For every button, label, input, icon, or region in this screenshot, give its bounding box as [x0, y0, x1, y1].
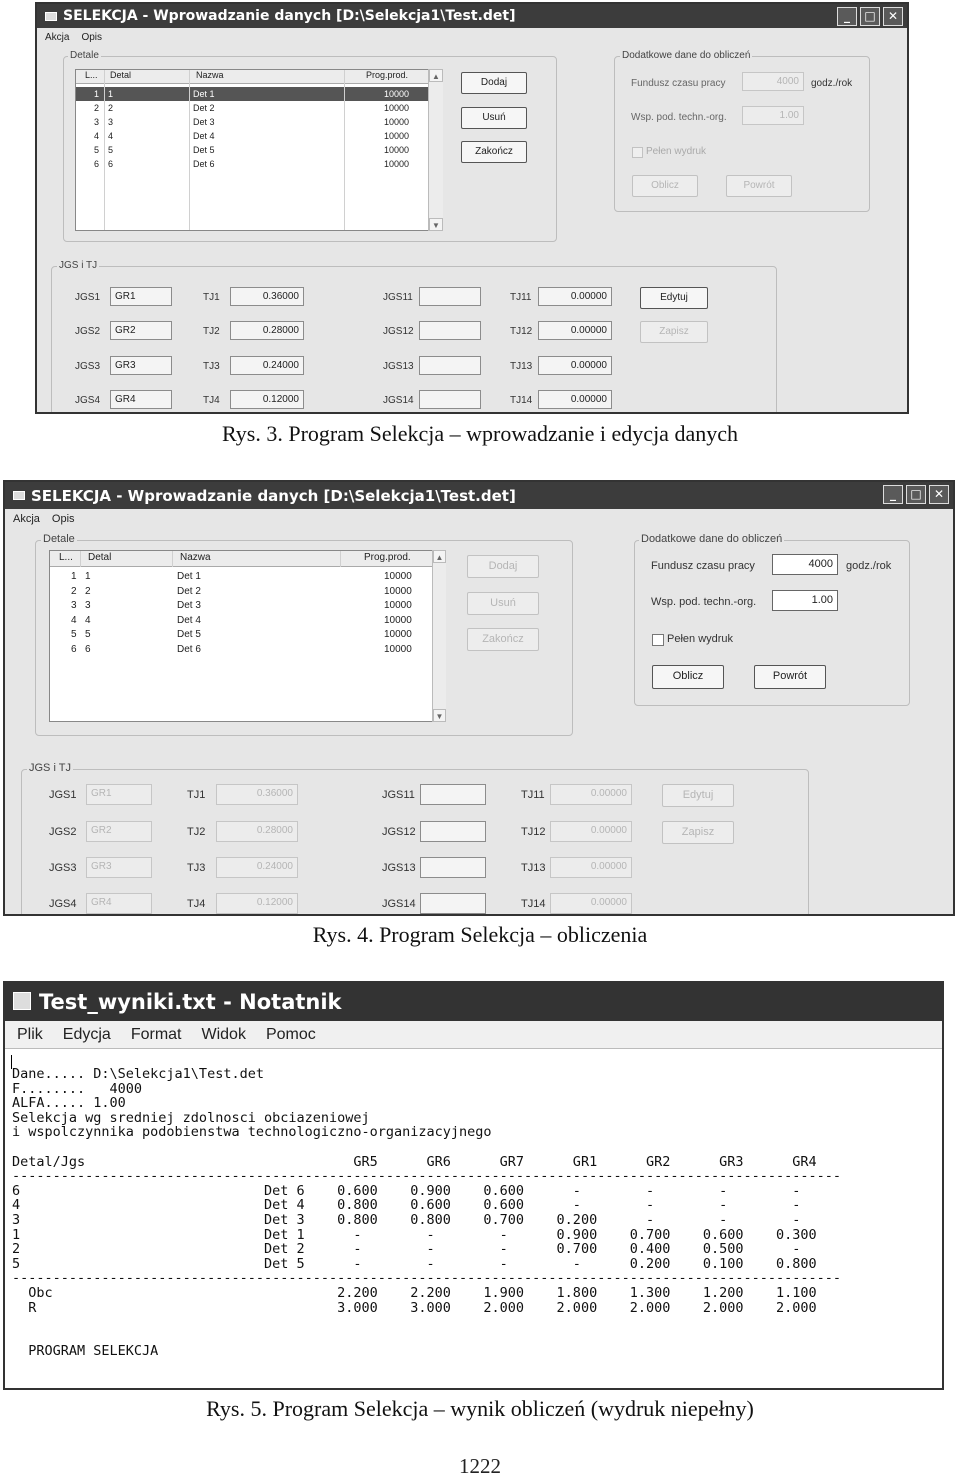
caption-fig5: Rys. 5. Program Selekcja – wynik obliczeń (wydruk niepełny) — [206, 1396, 754, 1421]
tj3-label: TJ3 — [203, 361, 220, 372]
window-title: SELEKCJA - Wprowadzanie danych [D:\Selekcja1\Test.det] — [63, 8, 516, 24]
tj12-field[interactable]: 0.00000 — [550, 821, 632, 842]
tj13-field[interactable]: 0.00000 — [550, 857, 632, 878]
minimize-button[interactable]: _ — [883, 485, 903, 504]
wsp-label: Wsp. pod. techn.-org. — [651, 596, 757, 608]
jgs2-field[interactable]: GR2 — [110, 321, 172, 340]
app-icon — [13, 491, 25, 500]
jgs4-field[interactable]: GR4 — [86, 893, 152, 914]
title-bar — [5, 482, 953, 509]
detale-list-header — [50, 551, 445, 567]
minimize-button[interactable]: _ — [837, 7, 857, 26]
detale-group-label: Detale — [70, 50, 99, 61]
tj13-label: TJ13 — [510, 361, 533, 372]
menu-edycja[interactable]: Edycja — [62, 1026, 111, 1043]
usun-button[interactable]: Usuń — [467, 592, 539, 615]
jgs11-field[interactable] — [420, 784, 486, 805]
zakoncz-button[interactable]: Zakończ — [461, 141, 527, 163]
jgs3-field[interactable]: GR3 — [86, 857, 152, 878]
tj3-label: TJ3 — [187, 862, 206, 874]
jgs-group-label: JGS i TJ — [59, 260, 98, 271]
dodaj-button[interactable]: Dodaj — [461, 72, 527, 94]
tj11-label: TJ11 — [510, 292, 532, 303]
jgs3-label: JGS3 — [49, 862, 77, 874]
dodaj-button[interactable]: Dodaj — [467, 555, 539, 578]
maximize-button[interactable]: □ — [860, 7, 880, 26]
wsp-label: Wsp. pod. techn.-org. — [631, 112, 727, 123]
list-item[interactable]: 2 2 Det 2 10000 — [94, 103, 410, 113]
jgs1-label: JGS1 — [49, 789, 77, 801]
zakoncz-button[interactable]: Zakończ — [467, 628, 539, 651]
tj4-label: TJ4 — [203, 395, 220, 406]
jgs14-field[interactable] — [419, 390, 481, 409]
jgs12-label: JGS12 — [382, 826, 416, 838]
tj11-field[interactable]: 0.00000 — [538, 287, 612, 306]
jgs1-field[interactable]: GR1 — [110, 287, 172, 306]
list-item[interactable]: 4 4 Det 4 10000 — [94, 131, 410, 141]
powrot-button[interactable]: Powrót — [754, 665, 826, 689]
list-item[interactable]: 1 1 Det 1 10000 — [71, 571, 412, 582]
menu-akcja[interactable]: Akcja — [13, 512, 40, 525]
dodatkowe-group-label: Dodatkowe dane do obliczeń — [622, 50, 751, 61]
detale-list[interactable] — [49, 550, 446, 722]
fundusz-label: Fundusz czasu pracy — [631, 78, 726, 89]
tj1-field[interactable]: 0.36000 — [230, 287, 304, 306]
menu-widok[interactable]: Widok — [201, 1026, 246, 1043]
editor-content: Dane..... D:\Selekcja1\Test.det F........ 4000 ALFA..... 1.00 Selekcja wg sredniej zdolnosci obciazeniowej i wspolczynnika podobienstwa technologiczno-organizacyjnego Detal/Jgs GR5 GR6 GR7 GR1 GR2 GR3 GR4 ------------------------------------------------------------------------------------------------------ 6 Det 6 0.600 0.900 0.600 - - - - 4 Det 4 0.800 0.600 0.600 - - - - 3 Det 3 0.800 0.800 0.700 0.200 - - - 1 Det 1 - - - 0.900 0.700 0.600 0.300 2 Det 2 - - - 0.700 0.400 0.500 - 5 Det 5 - - - - 0.200 0.100 0.800 ------------------------------------------------------------------------------------------------------ Obc 2.200 2.200 1.900 1.800 1.300 1.200 1.100 R 3.000 3.000 2.000 2.000 2.000 2.000 2.000 PROGRAM SELEKCJA — [12, 1066, 842, 1360]
jgs2-field[interactable]: GR2 — [86, 821, 152, 842]
jgs4-label: JGS4 — [75, 395, 101, 406]
oblicz-button[interactable]: Oblicz — [652, 665, 724, 689]
tj4-field[interactable]: 0.12000 — [216, 893, 298, 914]
close-button[interactable]: ✕ — [883, 7, 903, 26]
col-l[interactable]: L... — [85, 70, 98, 80]
selekcja-window-fig3 — [35, 2, 909, 414]
tj14-label: TJ14 — [510, 395, 533, 406]
wsp-field[interactable]: 1.00 — [772, 590, 838, 611]
tj2-label: TJ2 — [187, 826, 206, 838]
list-item[interactable]: 3 3 Det 3 10000 — [94, 117, 410, 127]
edytuj-button[interactable]: Edytuj — [640, 287, 708, 309]
jgs4-field[interactable]: GR4 — [110, 390, 172, 409]
fundusz-field[interactable]: 4000 — [772, 554, 838, 575]
pelen-wydruk-label: Pełen wydruk — [646, 146, 707, 157]
list-item[interactable]: 4 4 Det 4 10000 — [71, 615, 412, 626]
pelen-wydruk-label: Pełen wydruk — [667, 633, 734, 645]
tj3-field[interactable]: 0.24000 — [216, 857, 298, 878]
col-prog[interactable]: Prog.prod. — [366, 70, 409, 80]
jgs14-field[interactable] — [420, 893, 486, 914]
tj12-field[interactable]: 0.00000 — [538, 321, 612, 340]
detale-scrollbar[interactable] — [432, 550, 446, 722]
col-l[interactable]: L... — [59, 552, 73, 563]
jgs4-label: JGS4 — [49, 898, 77, 910]
jgs-group-label: JGS i TJ — [29, 762, 71, 774]
oblicz-button[interactable]: Oblicz — [632, 175, 698, 197]
tj14-field[interactable]: 0.00000 — [550, 893, 632, 914]
list-item[interactable]: 6 6 Det 6 10000 — [94, 159, 410, 169]
zapisz-button[interactable]: Zapisz — [662, 821, 734, 844]
pelen-wydruk-checkbox[interactable] — [632, 147, 643, 158]
window-title: SELEKCJA - Wprowadzanie danych [D:\Selekcja1\Test.det] — [31, 486, 516, 505]
jgs13-label: JGS13 — [382, 862, 416, 874]
col-prog[interactable]: Prog.prod. — [364, 552, 411, 563]
menu-opis[interactable]: Opis — [81, 31, 103, 43]
menu-plik[interactable]: Plik — [17, 1026, 43, 1043]
list-item[interactable]: 1 1 Det 1 10000 — [76, 87, 442, 101]
scroll-up-icon[interactable]: ▲ — [433, 550, 446, 563]
notepad-icon — [13, 992, 31, 1010]
tj1-field[interactable]: 0.36000 — [216, 784, 298, 805]
jgs2-label: JGS2 — [49, 826, 77, 838]
tj11-field[interactable]: 0.00000 — [550, 784, 632, 805]
tj12-label: TJ12 — [521, 826, 546, 838]
detale-group-label: Detale — [43, 533, 75, 545]
tj14-field[interactable]: 0.00000 — [538, 390, 612, 409]
tj1-label: TJ1 — [203, 292, 220, 303]
caption-fig4: Rys. 4. Program Selekcja – obliczenia — [312, 922, 648, 947]
scroll-down-icon[interactable]: ▼ — [433, 709, 446, 722]
tj14-label: TJ14 — [521, 898, 546, 910]
list-item[interactable]: 6 6 Det 6 10000 — [71, 644, 412, 655]
scroll-down-icon[interactable]: ▼ — [429, 218, 443, 231]
col-nazwa[interactable]: Nazwa — [180, 552, 211, 563]
window-title: Test_wyniki.txt - Notatnik — [39, 990, 342, 1014]
list-item[interactable]: 2 2 Det 2 10000 — [71, 586, 412, 597]
menu-opis[interactable]: Opis — [51, 512, 75, 525]
scroll-up-icon[interactable]: ▲ — [429, 69, 443, 82]
menu-bar — [37, 29, 907, 45]
zapisz-button[interactable]: Zapisz — [640, 321, 708, 343]
maximize-button[interactable]: □ — [906, 485, 926, 504]
edytuj-button[interactable]: Edytuj — [662, 784, 734, 807]
fundusz-unit: godz./rok — [846, 560, 892, 572]
tj4-label: TJ4 — [187, 898, 206, 910]
jgs14-label: JGS14 — [382, 898, 416, 910]
jgs3-field[interactable]: GR3 — [110, 356, 172, 375]
menu-pomoc[interactable]: Pomoc — [265, 1026, 316, 1043]
menu-bar — [5, 510, 953, 527]
title-bar — [5, 983, 942, 1021]
menu-format[interactable]: Format — [130, 1026, 182, 1043]
jgs1-field[interactable]: GR1 — [86, 784, 152, 805]
tj4-field[interactable]: 0.12000 — [230, 390, 304, 409]
wsp-field[interactable]: 1.00 — [742, 106, 804, 125]
close-button[interactable]: ✕ — [929, 485, 949, 504]
selekcja-window-fig4 — [3, 480, 955, 916]
jgs13-label: JGS13 — [383, 361, 414, 372]
notepad-window — [3, 981, 944, 1390]
dodatkowe-group-label: Dodatkowe dane do obliczeń — [641, 533, 783, 545]
fundusz-unit: godz./rok — [811, 78, 853, 89]
jgs3-label: JGS3 — [75, 361, 101, 372]
jgs2-label: JGS2 — [75, 326, 101, 337]
tj11-label: TJ11 — [521, 789, 545, 801]
tj13-label: TJ13 — [521, 862, 546, 874]
tj2-field[interactable]: 0.28000 — [230, 321, 304, 340]
tj1-label: TJ1 — [187, 789, 206, 801]
page-number: 1222 — [459, 1454, 501, 1477]
tj2-label: TJ2 — [203, 326, 220, 337]
jgs13-field[interactable] — [419, 356, 481, 375]
pelen-wydruk-checkbox[interactable] — [652, 634, 664, 646]
text-editor[interactable] — [5, 1049, 942, 1388]
tj3-field[interactable]: 0.24000 — [230, 356, 304, 375]
detale-scrollbar[interactable] — [428, 69, 443, 231]
list-item[interactable]: 3 3 Det 3 10000 — [71, 600, 412, 611]
jgs11-field[interactable] — [419, 287, 481, 306]
col-nazwa[interactable]: Nazwa — [196, 70, 224, 80]
col-detal[interactable]: Detal — [110, 70, 132, 80]
jgs14-label: JGS14 — [383, 395, 414, 406]
list-item[interactable]: 5 5 Det 5 10000 — [94, 145, 410, 155]
jgs12-label: JGS12 — [383, 326, 414, 337]
jgs1-label: JGS1 — [75, 292, 101, 303]
list-item[interactable]: 5 5 Det 5 10000 — [71, 629, 412, 640]
jgs13-field[interactable] — [420, 857, 486, 878]
jgs11-label: JGS11 — [382, 789, 415, 801]
fundusz-label: Fundusz czasu pracy — [651, 560, 755, 572]
fundusz-field[interactable]: 4000 — [742, 72, 804, 91]
app-icon — [45, 12, 57, 21]
menu-akcja[interactable]: Akcja — [45, 31, 70, 43]
tj2-field[interactable]: 0.28000 — [216, 821, 298, 842]
title-bar — [37, 4, 907, 28]
jgs12-field[interactable] — [419, 321, 481, 340]
caption-fig3: Rys. 3. Program Selekcja – wprowadzanie i edycja danych — [222, 421, 738, 446]
detale-list[interactable] — [75, 69, 443, 231]
powrot-button[interactable]: Powrót — [726, 175, 792, 197]
usun-button[interactable]: Usuń — [461, 107, 527, 129]
col-detal[interactable]: Detal — [88, 552, 112, 563]
detale-list-header — [76, 70, 442, 84]
jgs11-label: JGS11 — [383, 292, 413, 303]
tj13-field[interactable]: 0.00000 — [538, 356, 612, 375]
tj12-label: TJ12 — [510, 326, 533, 337]
jgs12-field[interactable] — [420, 821, 486, 842]
menu-bar — [5, 1021, 942, 1049]
